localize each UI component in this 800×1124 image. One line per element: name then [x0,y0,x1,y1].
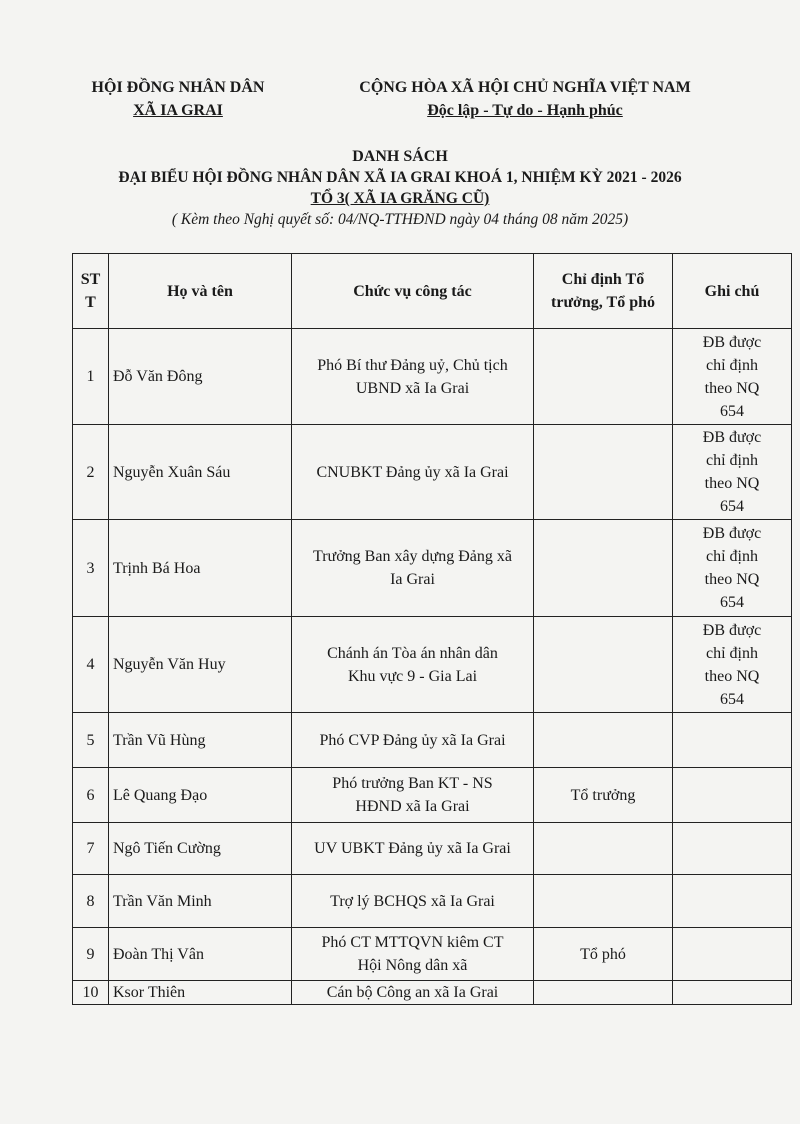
table-row [73,981,792,1005]
delegates-table [72,253,792,1005]
cell-role [534,875,673,928]
cell-position: Phó Bí thư Đảng uỷ, Chủ tịch UBND xã Ia Grai [292,329,534,425]
cell-stt: 10 [73,981,109,1005]
table-row [73,713,792,768]
table-row [73,617,792,713]
group-title: TỔ 3( XÃ IA GRĂNG CŨ) [310,190,490,207]
national-motto: Độc lập - Tự do - Hạnh phúc [427,102,623,119]
table-row [73,768,792,823]
cell-stt: 9 [73,928,109,981]
cell-name: Trịnh Bá Hoa [109,520,292,617]
header-stt: ST T [73,254,109,329]
table-header-row [73,254,792,329]
cell-position: Trưởng Ban xây dựng Đảng xã Ia Grai [292,520,534,617]
cell-name: Đoàn Thị Vân [109,928,292,981]
table-row [73,823,792,875]
issuer-line1: HỘI ĐỒNG NHÂN DÂN [91,79,265,96]
cell-position: CNUBKT Đảng ủy xã Ia Grai [292,425,534,520]
cell-position: Phó CT MTTQVN kiêm CT Hội Nông dân xã [292,928,534,981]
cell-stt: 7 [73,823,109,875]
cell-role [534,520,673,617]
cell-stt: 6 [73,768,109,823]
cell-name: Ngô Tiến Cường [109,823,292,875]
cell-note [673,713,792,768]
cell-name: Ksor Thiên [109,981,292,1005]
table-row [73,928,792,981]
table-row [73,425,792,520]
cell-stt: 8 [73,875,109,928]
document-title: DANH SÁCH [352,148,448,165]
cell-note: ĐB được chỉ định theo NQ 654 [673,520,792,617]
header-name: Họ và tên [109,254,292,329]
cell-position: Chánh án Tòa án nhân dân Khu vực 9 - Gia Lai [292,617,534,713]
national-title: CỘNG HÒA XÃ HỘI CHỦ NGHĨA VIỆT NAM [359,79,691,96]
issuer-block [62,76,294,122]
cell-role [534,823,673,875]
cell-stt: 5 [73,713,109,768]
header-position: Chức vụ công tác [292,254,534,329]
cell-note [673,768,792,823]
table-row [73,329,792,425]
cell-position: Cán bộ Công an xã Ia Grai [292,981,534,1005]
cell-position: Trợ lý BCHQS xã Ia Grai [292,875,534,928]
cell-role [534,617,673,713]
cell-name: Trần Văn Minh [109,875,292,928]
header-note: Ghi chú [673,254,792,329]
cell-name: Trần Vũ Hùng [109,713,292,768]
cell-role [534,329,673,425]
cell-stt: 1 [73,329,109,425]
cell-name: Lê Quang Đạo [109,768,292,823]
cell-note [673,875,792,928]
header-role: Chỉ định Tổ trưởng, Tổ phó [534,254,673,329]
resolution-reference: ( Kèm theo Nghị quyết số: 04/NQ-TTHĐND ngày 04 tháng 08 năm 2025) [171,211,629,228]
cell-note: ĐB được chỉ định theo NQ 654 [673,329,792,425]
cell-name: Nguyễn Văn Huy [109,617,292,713]
cell-stt: 2 [73,425,109,520]
cell-position: UV UBKT Đảng ủy xã Ia Grai [292,823,534,875]
national-title-block [300,76,750,122]
cell-name: Nguyễn Xuân Sáu [109,425,292,520]
cell-note: ĐB được chỉ định theo NQ 654 [673,617,792,713]
cell-role: Tổ phó [534,928,673,981]
table-row [73,875,792,928]
cell-position: Phó CVP Đảng ủy xã Ia Grai [292,713,534,768]
cell-note [673,981,792,1005]
cell-role [534,425,673,520]
cell-stt: 3 [73,520,109,617]
cell-note: ĐB được chỉ định theo NQ 654 [673,425,792,520]
cell-role [534,981,673,1005]
cell-stt: 4 [73,617,109,713]
issuer-line2: XÃ IA GRAI [133,102,223,119]
cell-note [673,928,792,981]
cell-note [673,823,792,875]
document-subtitle: ĐẠI BIỂU HỘI ĐỒNG NHÂN DÂN XÃ IA GRAI KHOÁ 1, NHIỆM KỲ 2021 - 2026 [118,169,682,186]
cell-position: Phó trưởng Ban KT - NS HĐND xã Ia Grai [292,768,534,823]
table-row [73,520,792,617]
cell-role: Tổ trưởng [534,768,673,823]
cell-role [534,713,673,768]
cell-name: Đỗ Văn Đông [109,329,292,425]
document-title-block [0,146,800,230]
